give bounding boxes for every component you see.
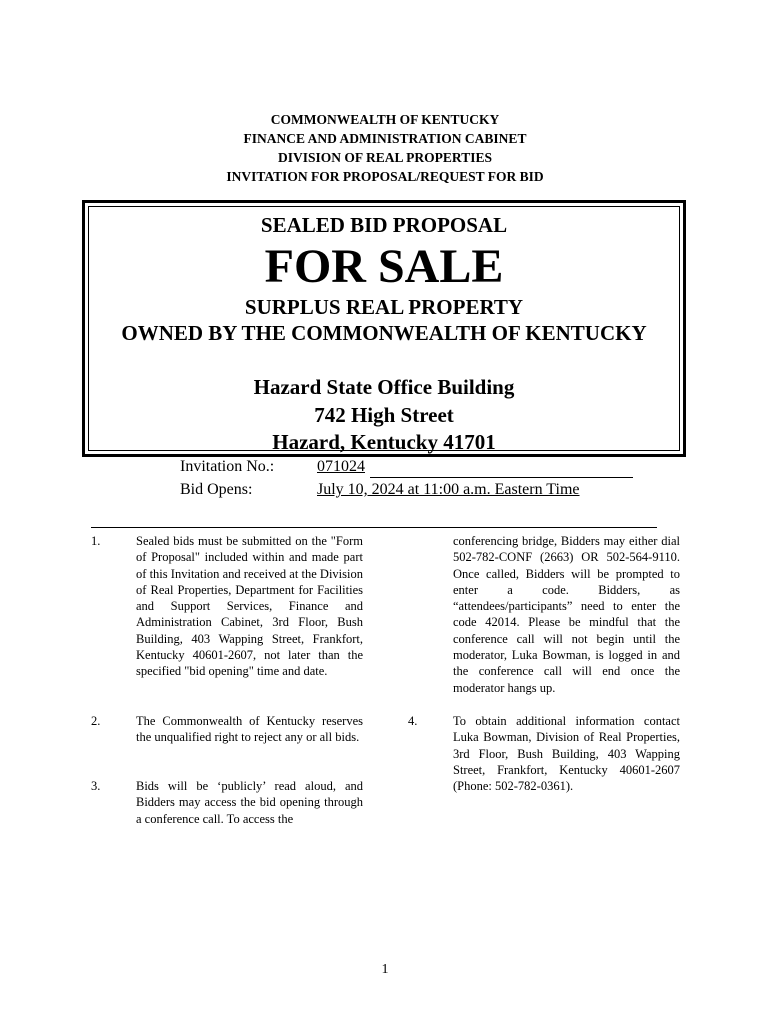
street-address: 742 High Street [314,403,454,427]
invitation-number-underline [370,477,633,478]
item-text: Bids will be ‘publicly’ read aloud, and Bidders may access the bid opening through a conference call. To access the [136,779,363,826]
item-text: Sealed bids must be submitted on the "Form of Proposal" included within and made part of this Invitation and received at the Division of Real Properties, Department for Facilities and Support Services, Finance and Administration Cabinet, 3rd Floor, Bush Building, 403 Wapping Street, Frankfort, Kentucky 40601-2607, not later than the specified "bid opening" time and date. [136,534,363,679]
sale-notice-inner-border [88,206,680,454]
item-number: 4. [408,714,418,728]
document-header [0,110,770,186]
item-text-continued: conferencing bridge, Bidders may either dial 502-782-CONF (2663) OR 502-564-9110. Once called, Bidders will be prompted to enter a code. Bidders, as “attendees/participants” need to enter the code 42014. Please be mindful that the conference call will not begin until the moderator, Luka Bowman, is logged in and the conference call will end once the moderator hangs up. [453,534,680,695]
city-address: Hazard, Kentucky 41701 [272,430,496,454]
for-sale-title: FOR SALE [264,240,504,293]
item-number: 2. [91,714,101,728]
page-number: 1 [381,962,389,977]
invitation-number-value: 071024 [317,458,365,475]
invitation-number-label: Invitation No.: [180,458,275,475]
section-divider [91,527,657,528]
surplus-heading: SURPLUS REAL PROPERTY [244,295,524,319]
sealed-bid-heading: SEALED BID PROPOSAL [260,213,508,237]
item-number: 1. [91,534,101,548]
building-name: Hazard State Office Building [253,375,515,399]
header-invitation: INVITATION FOR PROPOSAL/REQUEST FOR BID [226,169,544,184]
ownership-heading: OWNED BY THE COMMONWEALTH OF KENTUCKY [121,321,647,345]
header-commonwealth: COMMONWEALTH OF KENTUCKY [270,112,500,127]
item-number: 3. [91,779,101,793]
header-division: DIVISION OF REAL PROPERTIES [278,150,492,165]
item-text: To obtain additional information contact Luka Bowman, Division of Real Properties, 3rd Floor, Bush Building, 403 Wapping Street, Frankfort, Kentucky 40601-2607 (Phone: 502-782-0361). [453,714,680,794]
item-text: The Commonwealth of Kentucky reserves the unqualified right to reject any or all bids. [136,714,363,745]
bid-opens-value: July 10, 2024 at 11:00 a.m. Eastern Time [317,481,580,498]
sale-notice-box [82,200,686,457]
bid-opens-label: Bid Opens: [180,481,253,498]
header-cabinet: FINANCE AND ADMINISTRATION CABINET [243,131,527,146]
